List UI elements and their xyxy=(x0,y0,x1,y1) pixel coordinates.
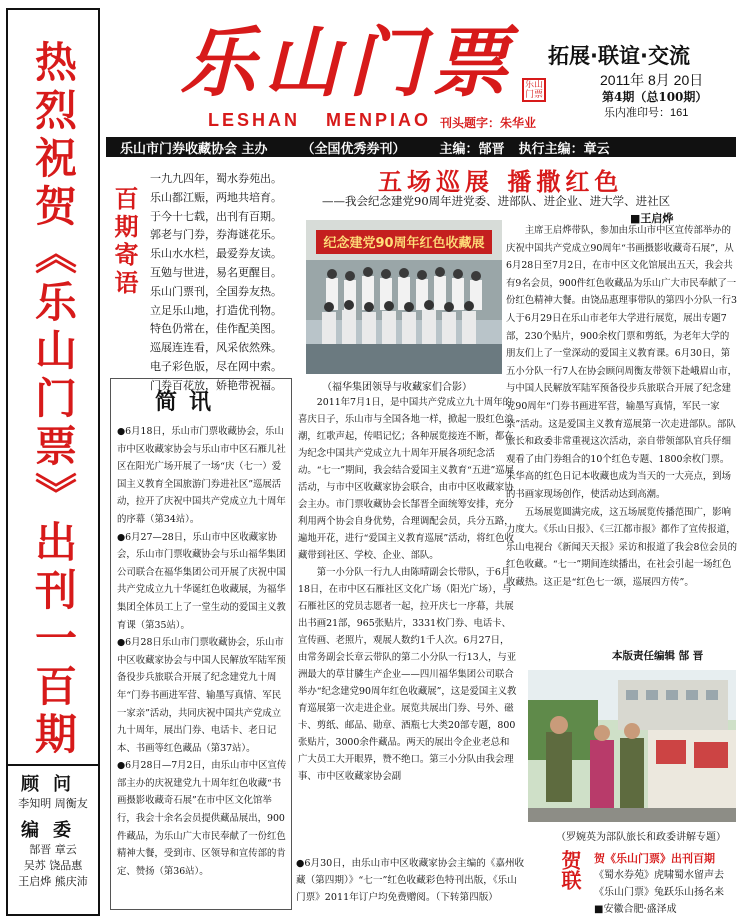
pinyin-word: MENPIAO xyxy=(326,110,432,130)
poem-line: 巡展连连看，风采依然殊。 xyxy=(150,341,282,355)
chief-editor: 主编：郜晋 xyxy=(439,141,505,157)
poem-line: 立足乐山地，打造优刊物。 xyxy=(150,303,282,317)
red-seal-stamp: 乐山门票 xyxy=(522,78,546,102)
advisor-names: 李知明 周衡友 xyxy=(18,797,88,810)
advisors-box xyxy=(6,766,100,916)
article-byline: ■王启烨 xyxy=(630,212,674,225)
preface-title: 百期寄语 xyxy=(110,186,139,298)
advisor-label: 顾问 xyxy=(21,774,85,795)
poem-line: 乐山都江赈，两地共培育。 xyxy=(150,190,282,204)
poem-line: 特色仍常在，佳作配美图。 xyxy=(150,322,282,336)
slogan: 拓展·联谊·交流 xyxy=(548,44,690,68)
brief-items xyxy=(117,423,287,880)
print-permit: 乐内准印号：161 xyxy=(604,107,689,119)
committee-line: 吴苏 饶品惠 xyxy=(23,859,83,872)
poem-line: 郭老与门券，券海谜花乐。 xyxy=(150,228,282,242)
brief-news-box xyxy=(110,378,292,910)
poem-line: 门券百花放，娇艳带祝福。 xyxy=(150,378,282,392)
exec-editor: 执行主编：章云 xyxy=(518,141,610,157)
article-headline: 五场巡展 播撒红色 xyxy=(378,167,624,196)
award: （全国优秀券刊） xyxy=(301,141,406,157)
info-bar xyxy=(106,137,736,157)
military-photo-caption: （罗婉英为部队旅长和政委讲解专题） xyxy=(556,832,726,843)
celebration-banner xyxy=(6,8,100,766)
military-photo-image xyxy=(528,670,736,822)
poem-line: 乐山门票刊，全国券友热。 xyxy=(150,284,282,298)
committee-line: 王启烨 熊庆沛 xyxy=(18,875,88,888)
poem-line: 电子彩色版，尽在网中索。 xyxy=(150,359,282,373)
poem-line: 乐山水水栏，最爱券友读。 xyxy=(150,247,282,261)
committee-label: 编委 xyxy=(21,820,85,841)
issue-date: 2011年 8月 20日 xyxy=(600,72,704,88)
celebration-text: 热烈祝贺《乐山门票》出刊一百期 xyxy=(29,40,78,760)
calligraphy-credit: 刊头题字：朱华业 xyxy=(440,116,537,130)
brief-title: 简讯 xyxy=(155,389,224,415)
article-column-right xyxy=(506,222,738,591)
brief-item: ●6月28日—7月2日，由乐山市中区宣传部主办的庆祝建党九十周年红色收藏“书画摄影收藏奇石展”在市中区文化馆举行，我会十余名会员提供藏品展出，900件藏品，为乐山广大市民奉献了一份红色精神大餐，受到市、区领导和宣传部的肯定、赞扬（第36站）。 xyxy=(117,760,287,877)
article-paragraph: 2011年7月1日，是中国共产党成立九十周年的喜庆日子，乐山市与全国各地一样，掀起一股红色浪潮，红歌声起，传唱记忆；各种展览接连不断，都在为纪念中国共产党成立九十周年开展各项纪念活动。“七一”期间，我会结合爱国主义教育“五进”巡展活动，与市中区收藏家协会联合，由市中区收藏家协会主办。市门票收藏协会长郜晋全面统筹安排，充分利用两个协会自身优势，合理调配会员，兵分五路，遍地开花，进行“爱国主义教育巡展”活动，将红色收藏带到社区、学校、企业、部队。 xyxy=(298,397,515,561)
article-subhead: ——我会纪念建党90周年进党委、进部队、进企业、进大学、进社区 xyxy=(322,194,671,208)
committee-line: 郜晋 章云 xyxy=(29,843,77,856)
article-column-left xyxy=(298,394,518,785)
issue-number: 第4期（总100期） xyxy=(602,90,708,104)
couplet-author: ■安徽合肥·盛泽成 xyxy=(594,904,677,915)
couplet-line: 《乐山门票》兔跃乐山扬名来 xyxy=(594,887,724,898)
editor-note: 本版责任编辑 郜 晋 xyxy=(612,650,704,662)
bottom-news-note: ●6月30日，由乐山市中区收藏家协会主编的《嘉州收藏（第四期）》“七一”红色收藏彩色特刊出版，《乐山门票》2011年订户均免费赠阅。（下转第四版） xyxy=(296,858,525,903)
poem-line: 互勉与世进，易名更醒目。 xyxy=(150,265,282,279)
photo-banner-text: 纪念建党90周年红色收藏展 xyxy=(323,236,485,251)
congrats-label: 贺联 xyxy=(558,850,582,890)
brief-item: ●6月28日乐山市门票收藏协会，乐山市中区收藏家协会与中国人民解放军陆军预备役步兵旅联合开展了纪念建党九十周年“门券书画进军营、输墨写真情、军民一家亲”活动，共同庆祝中国共产党成立九十周年，展出门券、电话卡、老日记本、书画等红色藏品（第37站）。 xyxy=(117,637,286,754)
poem-line: 于今十七载，出刊有百期。 xyxy=(150,209,282,223)
group-photo xyxy=(306,220,502,374)
organizer: 乐山市门券收藏协会 主办 xyxy=(120,141,268,157)
article-paragraph: 第一小分队一行九人由陈晴副会长带队，于6月18日，在市中区石雁社区文化广场（阳光广场），与石雁社区的党员志愿者一起，拉开庆七一序幕，共展出书画21部，965张贴片，3331枚门券、电话卡、宣传画、老照片，观展人数约1千人次。6月27日，由常务副会长章云带队的第二小分队一行13人，与亚洲最大的草甘膦生产企业——四川福华集团公司联合举办“纪念建党90周年红色收藏展”，这是爱国主义教育巡展第一次走进企业。展览共展出门券、号外、磁卡、剪纸、邮品、勋章、酒瓶七大类20部专题，800张贴片，3000余件藏品。两天的展出令企业老总和广大员工大开眼界，赞不绝口。第三小分队由我会理事、市中区收藏家协会副 xyxy=(298,567,517,782)
couplet-line: 《蜀水券苑》虎啸蜀水留声去 xyxy=(594,870,724,881)
preface-poem xyxy=(150,170,290,396)
group-photo-image xyxy=(306,220,502,374)
brief-item: ●6月27—28日，乐山市中区收藏家协会，乐山市门票收藏协会与乐山福华集团公司联合在福华集团公司开展了庆祝中国共产党成立九十华诞红色收藏展，为福华集团全体员工上了一堂生动的爱国主义教育课（第35站）。 xyxy=(117,531,286,631)
congrats-title: 贺《乐山门票》出刊百期 xyxy=(594,852,715,865)
poem-line: 一九九四年，蜀水券苑出。 xyxy=(150,172,282,185)
pinyin-word: LESHAN xyxy=(208,110,301,130)
masthead-title: 乐山门票 xyxy=(180,18,516,107)
military-photo xyxy=(528,670,736,822)
masthead-pinyin xyxy=(208,110,457,131)
article-paragraph: 五场展览圆满完成，这五场展览传播范围广，影响力度大。《乐山日报》、《三江都市报》都作了宣传报道，乐山电视台《新闻天天报》采访和报道了我会8位会员的红色收藏。“七一”期间连续播出，在社会引起一场红色收藏热。这正是“红色七一颂，巡展四方传”。 xyxy=(506,506,737,588)
brief-item: ●6月18日，乐山市门票收藏协会，乐山市中区收藏家协会与乐山市中区石雁儿社区在阳光广场开展了一场“庆（七一）爱国主义教育全国旅游门券进社区”巡展活动，拉开了庆祝中国共产党成立九十周年的序幕（第34站）。 xyxy=(117,426,286,525)
congrats-couplet xyxy=(594,850,736,918)
article-paragraph: 主席王启烨带队，参加由乐山市中区宣传部举办的庆祝中国共产党成立90周年“书画摄影收藏奇石展”，从6月28日至7月2日，在市中区文化馆展出五天，我会共有9名会员，900件红色收藏品为乐山广大市民奉献了一份红色精神大餐。由饶品惠理事带队的第四小分队一行3人于6月29日在乐山市老年大学进行展览，展出专题7部，230个贴片，900余枚门票和剪纸，为老年大学的朋友们上了一堂深动的爱国主义教育课。6月30日，第五小分队一行7人在协会顾问周衡友带领下赴峨眉山市，与中国人民解放军陆军预备役步兵旅联合开展了纪念建党90周年“门券书画进军营，输墨写真情，军民一家亲”活动。这是爱国主义教育巡展第一次走进部队。部队旅长和政委非常重视这次活动，亲自带领部队官兵仔细观看了由门券组合的10个红色专题、1800余枚门票。朱华高的红色日记本收藏也成为当天的一大亮点，到场的书画家现场创作，使活动达到高潮。 xyxy=(506,225,737,500)
group-photo-caption: （福华集团领导与收藏家们合影） xyxy=(322,382,472,393)
